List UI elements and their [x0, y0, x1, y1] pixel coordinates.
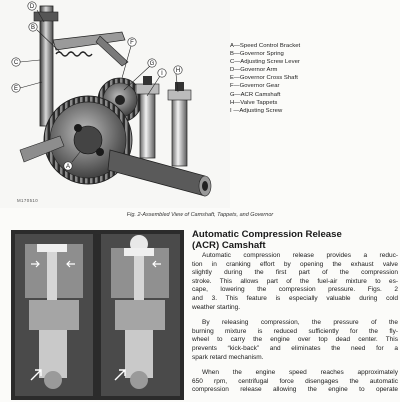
text-line: By releasing compression, the pressure of the: [202, 319, 398, 327]
text-line: stroke. This allows part of the fuel-air mixture to es-: [192, 277, 398, 285]
compression-release-cylinder-figure: [11, 230, 184, 400]
callout-g: G: [149, 61, 155, 67]
legend-item: G—ACR Camshaft: [230, 91, 281, 98]
text-line: wheel to carry the engine over top dead center. This: [192, 336, 398, 344]
legend-item: C—Adjusting Screw Lever: [230, 59, 300, 66]
text-line: weather starting.: [192, 303, 241, 311]
right-cylinder-section: [101, 234, 180, 396]
text-line: burning mixture is reduced sufficiently for the fly-: [192, 327, 398, 335]
left-cylinder-section: [15, 234, 93, 396]
paragraph: [192, 252, 398, 312]
callout-h: H: [175, 68, 181, 74]
section-title-line: Automatic Compression Release: [192, 229, 342, 240]
text-line: 650 rpm, centrifugal force disengages the automatic: [192, 377, 398, 385]
figure-legend: [230, 42, 398, 115]
section-title-line: (ACR) Camshaft: [192, 240, 266, 252]
paragraph: [192, 319, 398, 362]
legend-item: I —Adjusting Screw: [230, 107, 283, 114]
text-line: prevents “kick-back” and eliminates the need for a: [192, 344, 398, 352]
section-title: [192, 229, 397, 251]
text-line: spark retard mechanism.: [192, 353, 264, 361]
text-line: When the engine speed reaches approximately: [202, 369, 398, 377]
legend-item: B—Governor Spring: [230, 51, 284, 58]
callout-f: F: [130, 40, 134, 46]
callout-b: B: [30, 25, 36, 31]
legend-item: D—Governor Arm: [230, 67, 278, 74]
legend-item: H—Valve Tappets: [230, 99, 278, 106]
camshaft-assembly-figure: [0, 0, 230, 208]
callout-i: I: [161, 71, 163, 77]
text-line: compression release allowing the engine to operate: [192, 386, 398, 394]
text-line: tion in cranking effort by opening the exhaust valve: [192, 260, 398, 268]
section-body: [192, 252, 398, 402]
callout-e: E: [13, 86, 19, 92]
text-line: cape, lowering the compression pressure. Figs. 2: [192, 286, 398, 294]
paragraph: [192, 369, 398, 395]
callout-d: D: [29, 4, 35, 10]
callout-a: A: [65, 164, 71, 170]
figure-code: M170510: [17, 198, 39, 203]
text-line: slightly during the first part of the compression: [192, 269, 398, 277]
text-line: and 3. This feature is especially valuable during cold: [192, 294, 398, 302]
legend-item: A—Speed Control Bracket: [230, 43, 301, 49]
callout-c: C: [13, 60, 19, 66]
text-line: Automatic compression release provides a reduc-: [202, 252, 398, 259]
figure-caption: Fig. 2-Assembled View of Camshaft, Tappets, and Governor: [126, 212, 274, 218]
legend-item: F—Governor Gear: [230, 83, 280, 90]
legend-item: E—Governor Cross Shaft: [230, 75, 298, 82]
